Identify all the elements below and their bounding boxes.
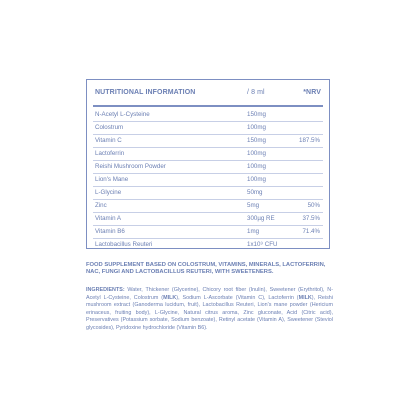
row-nrv: 71.4% (302, 228, 320, 235)
row-name: Colostrum (95, 124, 124, 131)
row-nrv: 37.5% (302, 215, 320, 222)
row-name: Reishi Mushroom Powder (95, 163, 166, 170)
row-amount: 100mg (247, 176, 266, 183)
supplement-note: FOOD SUPPLEMENT BASED ON COLOSTRUM, VITAMINS, MINERALS, LACTOFERRIN, NAC, FUNGI AND LACTOBACILLUS REUTERI, WITH SWEETENERS. (86, 262, 326, 276)
row-amount: 300µg RE (247, 215, 275, 222)
header-per: / 8 ml (247, 89, 265, 96)
table-header (87, 80, 329, 106)
table-row (93, 213, 323, 226)
row-name: Vitamin B6 (95, 228, 125, 235)
row-amount: 5mg (247, 202, 260, 209)
ingredients-part-3: ), Reishi mushroom extract (Ganoderma lucidum, fruit), Lactobacillus Reuteri, Lion's mane powder (Hericium erinaceus, fruiting body), L-Glycine, Natural citrus aroma, Zinc gluconate, Acid (Citric acid), Preservatives (Potassium sorbate, Sodium benzoate), Retinyl acetate (Vitamin A), Sweetener (Steviol glycosides), Pyridoxine hydrochloride (Vitamin B6). (86, 294, 333, 331)
row-amount: 100mg (247, 150, 266, 157)
row-name: Zinc (95, 202, 107, 209)
ingredients-text (86, 287, 333, 333)
row-name: Lion's Mane (95, 176, 129, 183)
header-name: NUTRITIONAL INFORMATION (95, 89, 196, 96)
table-row (93, 200, 323, 213)
nutrition-table (86, 79, 330, 249)
allergen-milk: MILK (298, 294, 312, 301)
table-row (93, 226, 323, 239)
row-name: Lactoferrin (95, 150, 125, 157)
ingredients-part-2: ), Sodium L-Ascorbate (Vitamin C), Lactoferrin ( (176, 294, 299, 301)
row-amount: 100mg (247, 124, 266, 131)
header-nrv: *NRV (303, 89, 321, 96)
table-row (93, 161, 323, 174)
row-name: Vitamin A (95, 215, 122, 222)
row-name: Vitamin C (95, 137, 122, 144)
row-amount: 150mg (247, 137, 266, 144)
row-amount: 1x10⁹ CFU (247, 241, 278, 248)
ingredients-label: INGREDIENTS: (86, 287, 125, 293)
row-name: L-Glycine (95, 189, 122, 196)
ingredients-part-1: Water, Thickener (Glycerine), Chicory root fiber (Inulin), Sweetener (Erythritol), N-Acetyl L-Cysteine, Colostrum ( (86, 287, 333, 301)
row-amount: 100mg (247, 163, 266, 170)
row-amount: 50mg (247, 189, 263, 196)
row-name: N-Acetyl L-Cysteine (95, 111, 150, 118)
row-name: Lactobacillus Reuteri (95, 241, 153, 248)
row-nrv: 50% (307, 202, 320, 209)
row-amount: 1mg (247, 228, 260, 235)
table-row (93, 187, 323, 200)
row-amount: 150mg (247, 111, 266, 118)
table-row (93, 174, 323, 187)
table-rows (93, 109, 323, 251)
table-row (93, 239, 323, 251)
table-row (93, 109, 323, 122)
header-divider (93, 105, 323, 107)
row-nrv: 187.5% (299, 137, 320, 144)
table-row (93, 148, 323, 161)
table-row (93, 135, 323, 148)
table-row (93, 122, 323, 135)
allergen-milk: MILK (163, 294, 177, 301)
